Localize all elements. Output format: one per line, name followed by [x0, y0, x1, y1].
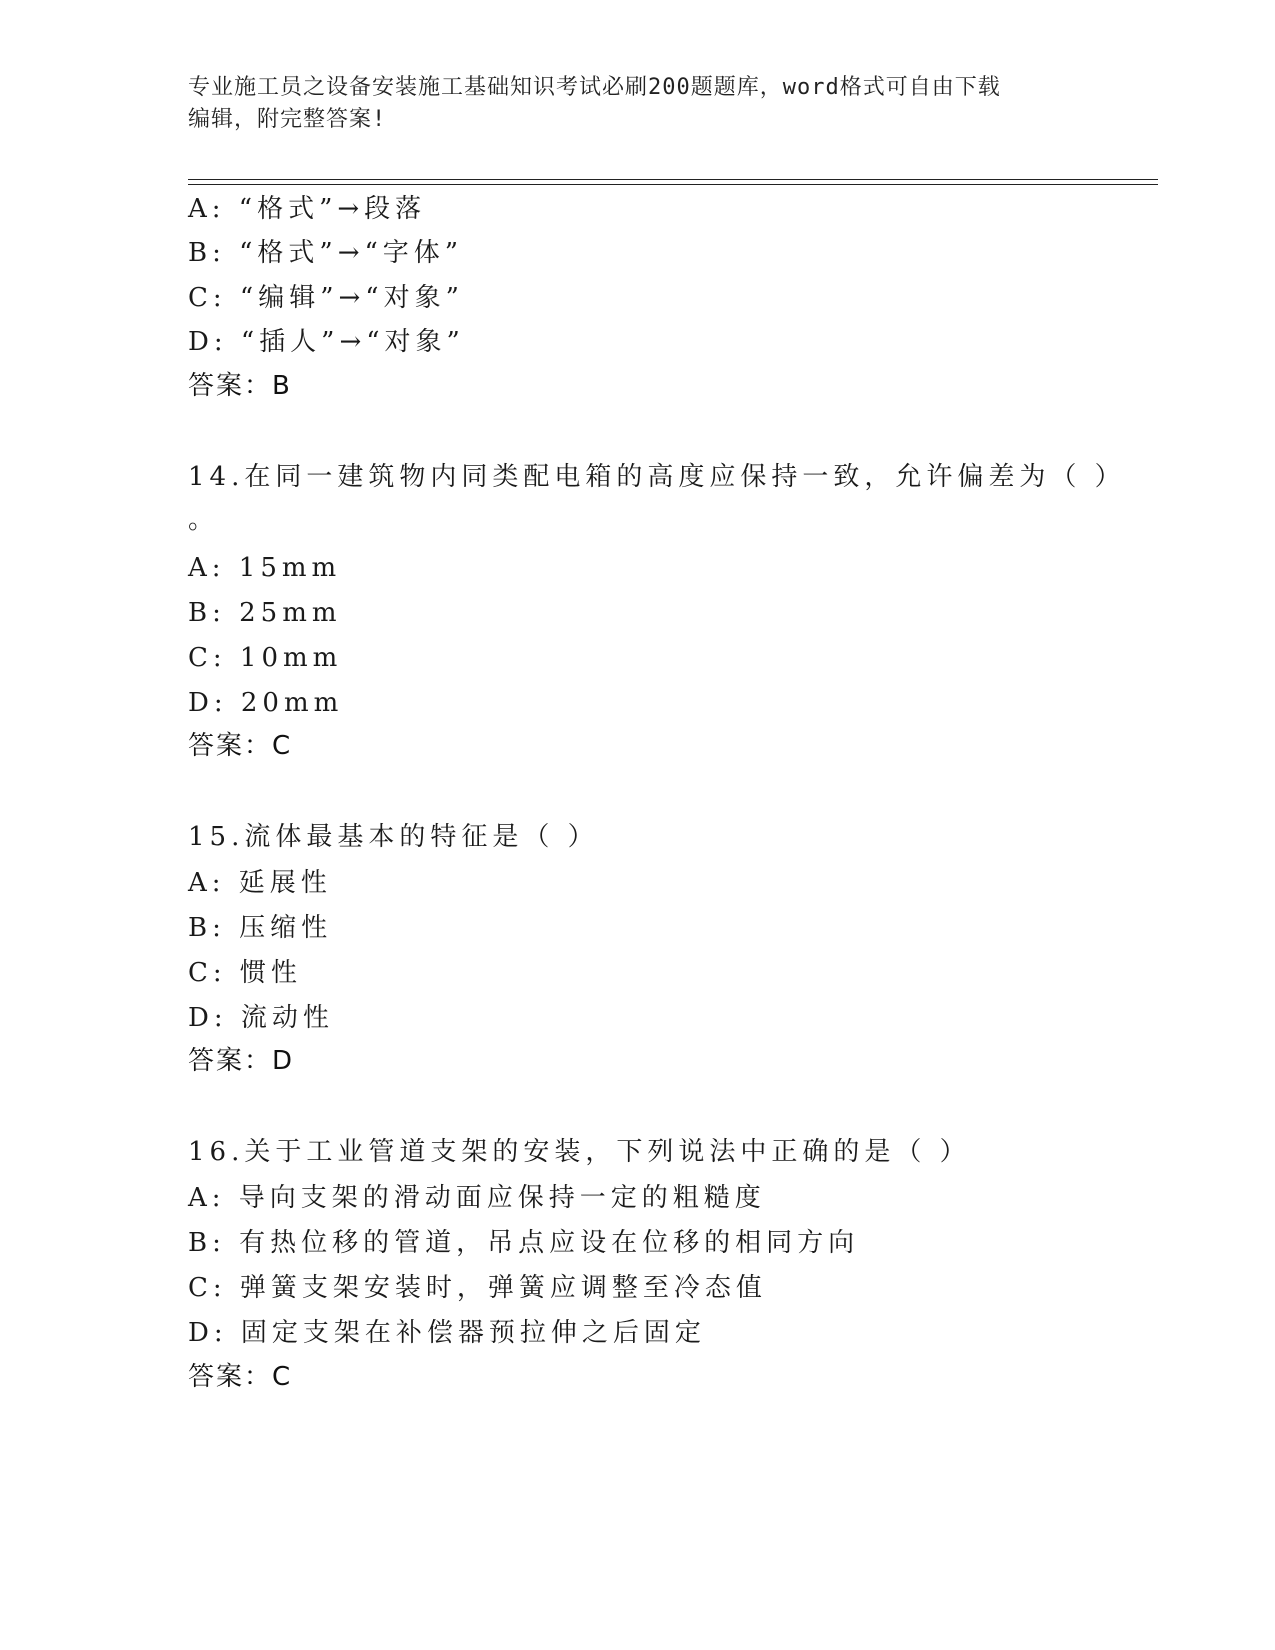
document-header [188, 72, 1068, 136]
q16-option-d: D: 固定支架在补偿器预拉伸之后固定 [188, 1318, 706, 1348]
q14-question: 14.在同一建筑物内同类配电箱的高度应保持一致，允许偏差为（ ） [188, 462, 1126, 492]
q16-question: 16.关于工业管道支架的安装，下列说法中正确的是（ ） [188, 1137, 971, 1167]
q16-option-b: B: 有热位移的管道，吊点应设在位移的相同方向 [188, 1228, 860, 1258]
q14-option-c: C: 10mm [188, 643, 343, 673]
q15-option-c: C: 惯性 [188, 958, 302, 988]
header-line-2: 编辑，附完整答案! [188, 107, 387, 132]
q14-option-b: B: 25mm [188, 598, 342, 628]
header-rule-bottom [188, 184, 1158, 185]
q15-question: 15.流体最基本的特征是（ ） [188, 822, 599, 852]
header-rule-top [188, 179, 1158, 180]
q16-option-c: C: 弹簧支架安装时，弹簧应调整至冷态值 [188, 1273, 767, 1303]
q15-option-a: A: 延展性 [188, 868, 332, 898]
q15-answer: 答案：D [188, 1046, 295, 1076]
q13-option-d: D: “插人”→“对象” [188, 327, 465, 357]
q13-option-a: A: “格式”→段落 [188, 194, 427, 224]
q14-answer: 答案：C [188, 731, 293, 761]
q15-option-b: B: 压缩性 [188, 913, 333, 943]
q14-question-continuation: 。 [188, 505, 220, 535]
header-line-1: 专业施工员之设备安装施工基础知识考试必刷200题题库，word格式可自由下载 [188, 75, 1001, 100]
q15-option-d: D: 流动性 [188, 1003, 334, 1033]
q13-answer: 答案：B [188, 371, 292, 401]
q13-option-c: C: “编辑”→“对象” [188, 283, 464, 313]
q16-answer: 答案：C [188, 1362, 293, 1392]
q14-option-a: A: 15mm [188, 553, 342, 583]
q13-option-b: B: “格式”→“字体” [188, 238, 464, 268]
q16-option-a: A: 导向支架的滑动面应保持一定的粗糙度 [188, 1183, 766, 1213]
q14-option-d: D: 20mm [188, 688, 344, 718]
